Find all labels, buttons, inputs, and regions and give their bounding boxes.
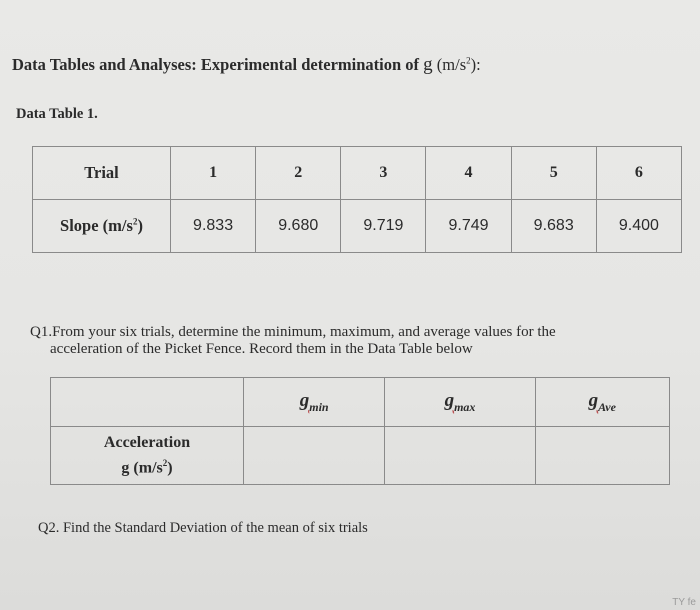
g-ave-input-cell[interactable] bbox=[535, 427, 669, 485]
g-ave-header: $g_{Ave}$ bbox=[535, 378, 669, 427]
question-1-line-1: Q1.From your six trials, determine the minimum, maximum, and average values for the bbox=[30, 324, 556, 340]
corner-mark: TY fe bbox=[672, 597, 696, 608]
question-2: Q2. Find the Standard Deviation of the mean of six trials bbox=[38, 520, 368, 536]
slope-cell: 9.680 bbox=[256, 200, 341, 253]
slope-cell: 9.833 bbox=[171, 200, 256, 253]
slope-cell: 9.749 bbox=[426, 200, 511, 253]
question-1-line-2: acceleration of the Picket Fence. Record them in the Data Table below bbox=[50, 341, 473, 357]
results-header-row bbox=[51, 378, 670, 427]
acceleration-header: Acceleration g $(m/s^2)$ bbox=[51, 427, 244, 485]
heading-units: $(m/s^2)$: bbox=[432, 55, 481, 74]
trial-cell: 2 bbox=[256, 147, 341, 200]
acceleration-row bbox=[51, 427, 670, 485]
trial-cell: 1 bbox=[171, 147, 256, 200]
g-max-input-cell[interactable] bbox=[385, 427, 535, 485]
empty-corner-cell bbox=[51, 378, 244, 427]
slope-cell: 9.400 bbox=[596, 200, 681, 253]
trial-row bbox=[33, 147, 682, 200]
heading-text: Data Tables and Analyses: Experimental determination of bbox=[12, 55, 424, 74]
slope-header: Slope $(m/s^2)$ bbox=[33, 200, 171, 253]
slope-row bbox=[33, 200, 682, 253]
trial-cell: 6 bbox=[596, 147, 681, 200]
data-table-1 bbox=[32, 146, 682, 253]
trial-cell: 5 bbox=[511, 147, 596, 200]
slope-cell: 9.719 bbox=[341, 200, 426, 253]
data-table-caption: Data Table 1. bbox=[16, 106, 98, 122]
trial-header: Trial bbox=[33, 147, 171, 200]
slope-cell: 9.683 bbox=[511, 200, 596, 253]
g-max-header: $g_{max}$ bbox=[385, 378, 535, 427]
trial-cell: 3 bbox=[341, 147, 426, 200]
page-heading bbox=[12, 54, 481, 76]
heading-g-symbol: g bbox=[423, 54, 433, 75]
g-min-input-cell[interactable] bbox=[244, 427, 385, 485]
trial-cell: 4 bbox=[426, 147, 511, 200]
results-table bbox=[50, 377, 670, 485]
g-min-header: $g_{min}$ bbox=[244, 378, 385, 427]
question-1 bbox=[30, 324, 650, 358]
